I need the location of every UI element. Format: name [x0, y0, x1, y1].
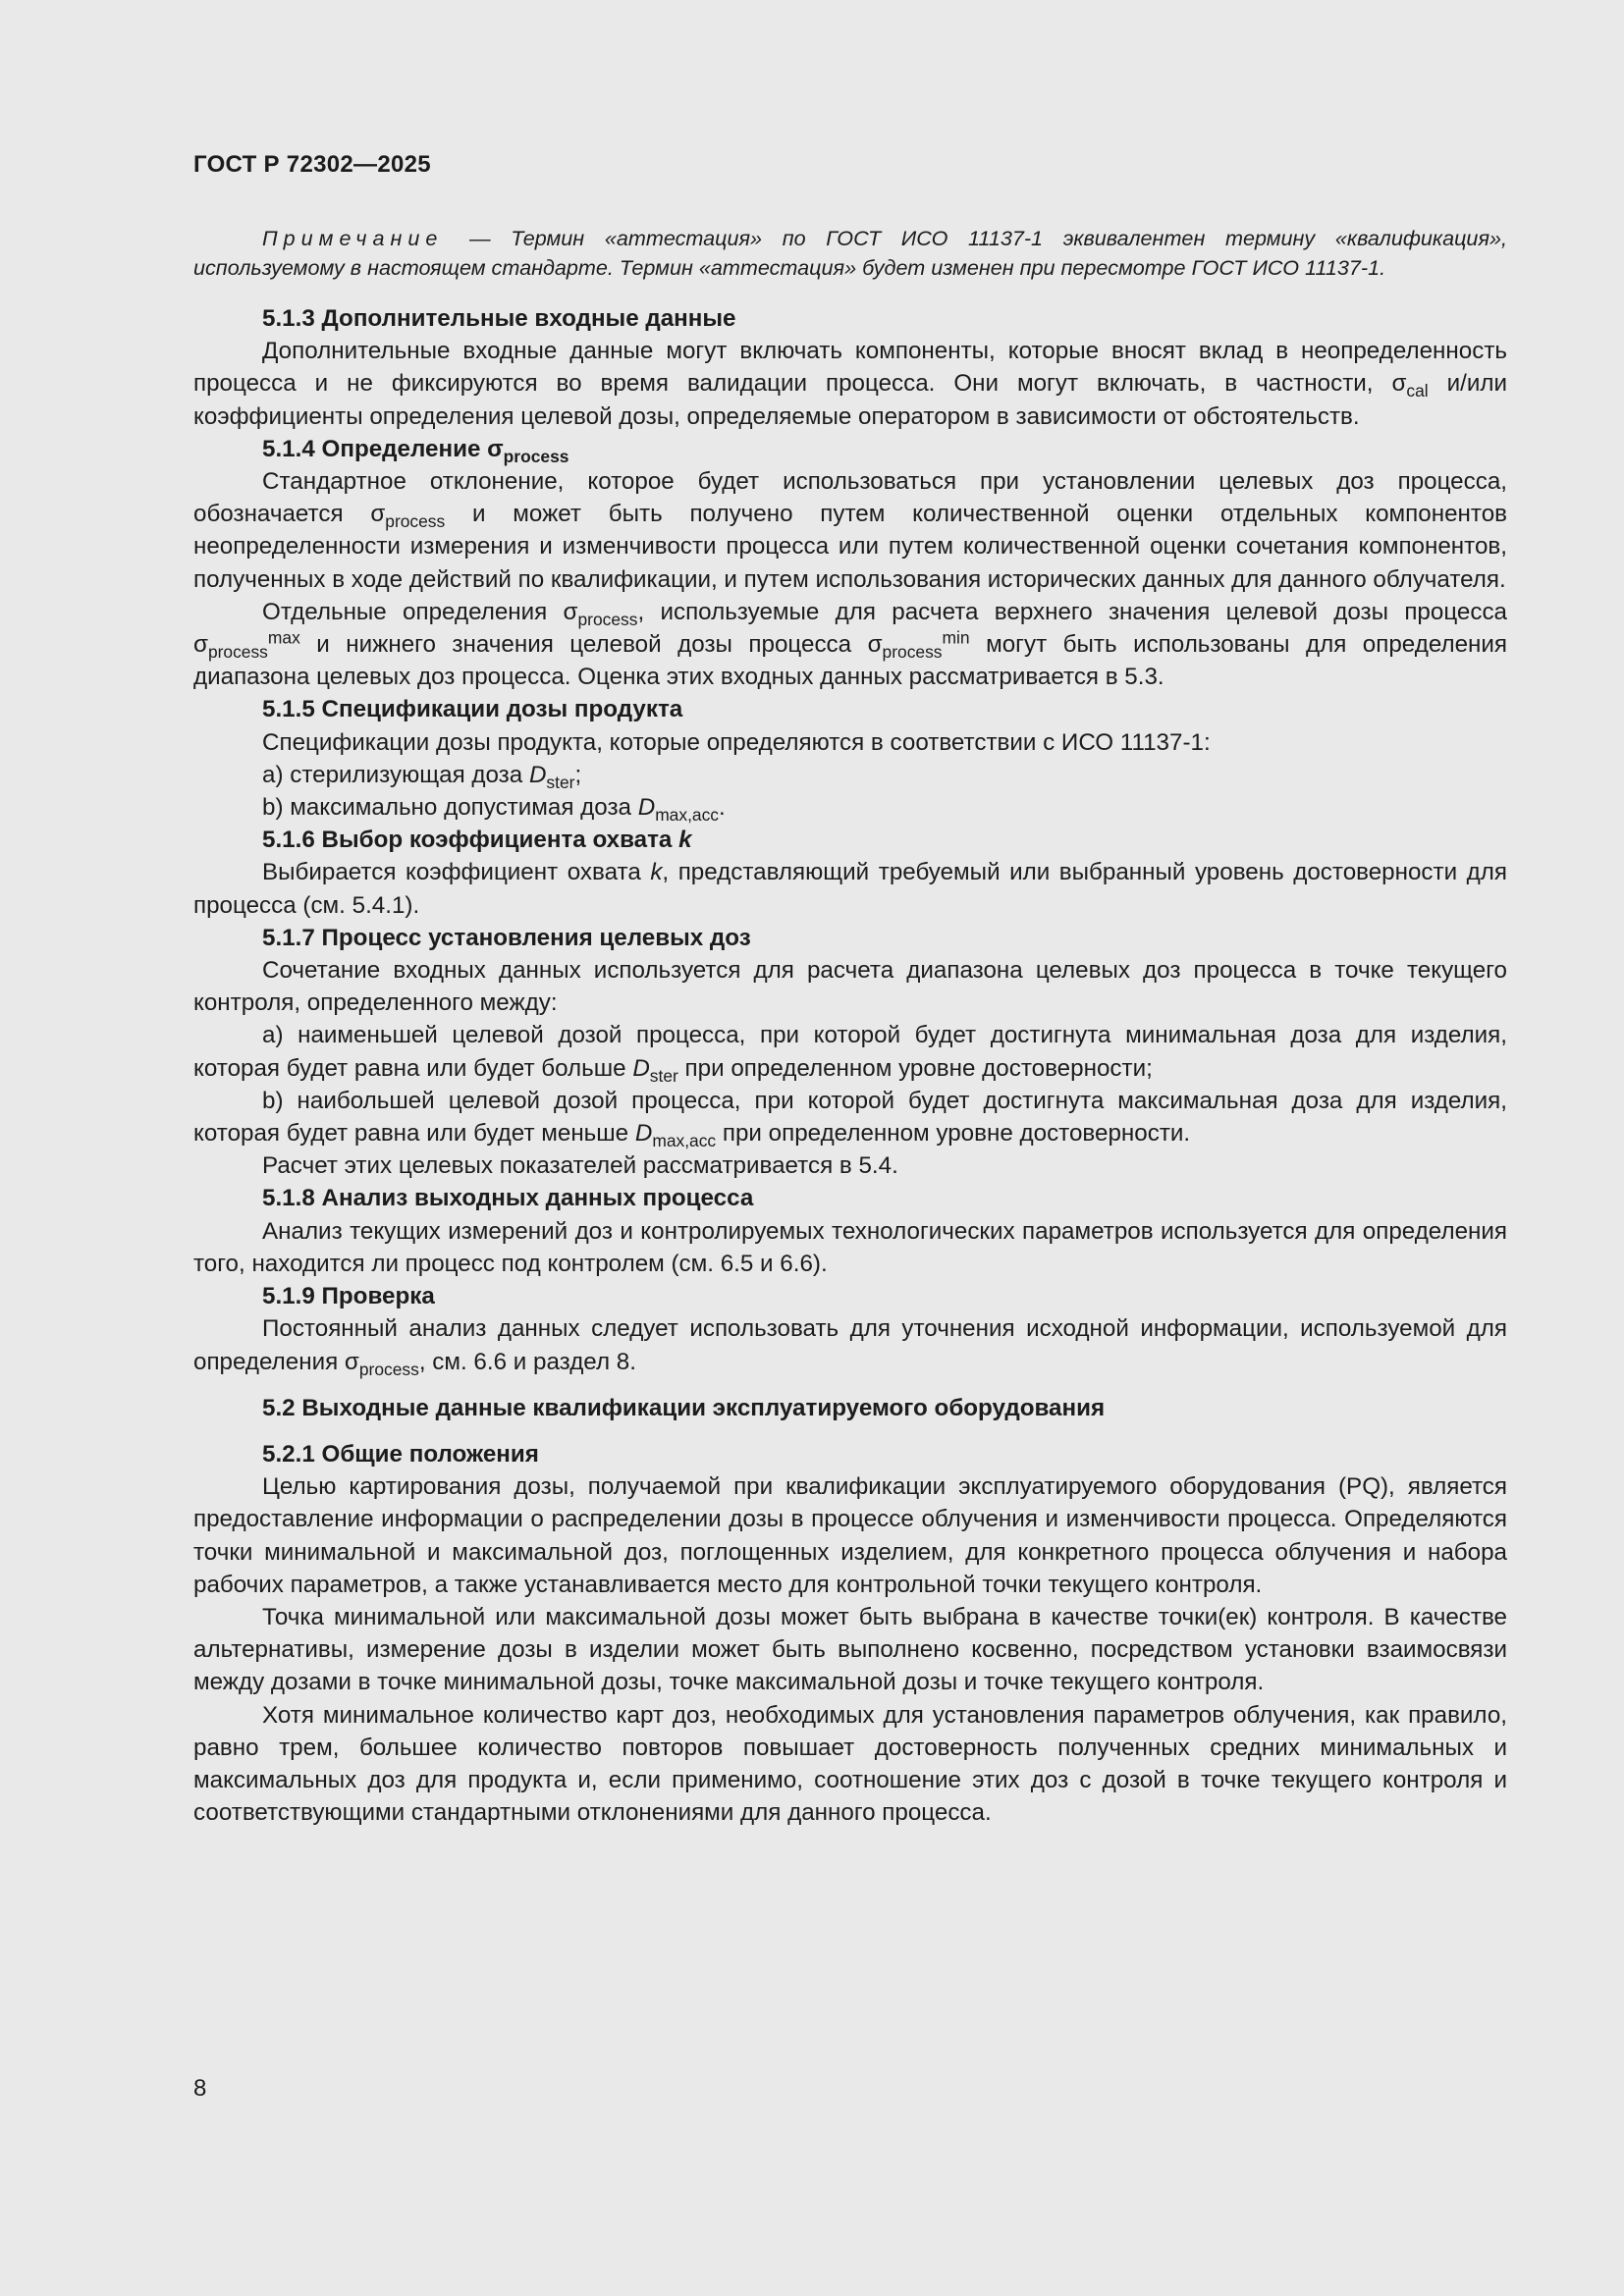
section-5-2-1-title: 5.2.1 Общие положения: [262, 1440, 539, 1468]
text-run: Отдельные определения σ: [262, 598, 578, 625]
subscript: max,acc: [655, 805, 719, 826]
note-text: — Термин «аттестация» по ГОСТ ИСО 11137-1 эквивалентен термину «квалификация», используемому в настоящем стандарте. Термин «аттестация» будет изменен при пересмотре ГОСТ ИСО 11137-1.: [193, 226, 1507, 280]
text-run: b) максимально допустимая доза: [262, 794, 638, 822]
section-5-1-4-paragraph-2: [193, 596, 1507, 694]
list-item-a: [193, 759, 1507, 791]
section-5-1-6-paragraph: [193, 856, 1507, 921]
section-5-1-8-title: 5.1.8 Анализ выходных данных процесса: [262, 1185, 754, 1212]
subscript: max,acc: [652, 1131, 717, 1151]
variable: D: [528, 761, 547, 788]
text-run: a) наименьшей целевой дозой процесса, при которой будет достигнута минимальная доза для изделия, которая будет равна или будет больше: [193, 1022, 1507, 1082]
variable: D: [634, 1120, 653, 1148]
page-content: [193, 224, 1507, 1829]
variable: k: [678, 827, 692, 854]
text-run: при определенном уровне достоверности.: [716, 1120, 1191, 1148]
section-5-1-5-title: 5.1.5 Спецификации дозы продукта: [262, 696, 683, 723]
section-5-2-1-paragraph-2: Точка минимальной или максимальной дозы может быть выбрана в качестве точки(ек) контроля. В качестве альтернативы, измерение дозы в изделии может быть выполнено косвенно, посредством установки взаимосвязи между дозами в точке минимальной дозы, точке максимальной дозы и точке текущего контроля.: [193, 1603, 1507, 1696]
section-5-2-1-paragraph-1: Целью картирования дозы, получаемой при квалификации эксплуатируемого оборудования (PQ), является предоставление информации о распределении дозы в процессе облучения и изменчивости процесса. Определяются точки минимальной и максимальной доз, поглощенных изделием, для конкретного процесса облучения и набора рабочих параметров, а также устанавливается место для контрольной точки текущего контроля.: [193, 1473, 1507, 1598]
section-5-1-5-paragraph: Спецификации дозы продукта, которые определяются в соответствии с ИСО 11137-1:: [262, 728, 1211, 756]
section-5-1-6-title: [193, 824, 1507, 856]
subscript: process: [577, 609, 638, 629]
text-run: Постоянный анализ данных следует использовать для уточнения исходной информации, используемой для определения σ: [193, 1315, 1507, 1375]
text-run: b) наибольшей целевой дозой процесса, при которой будет достигнута максимальная доза для изделия, которая будет равна или будет меньше: [193, 1087, 1507, 1148]
text-run: Стандартное отклонение, которое будет использоваться при установлении целевых доз процесса, обозначается σ: [193, 468, 1507, 528]
section-5-1-4-paragraph-1: [193, 465, 1507, 596]
section-5-1-8-paragraph: Анализ текущих измерений доз и контролируемых технологических параметров используется для определения того, находится ли процесс под контролем (см. 6.5 и 6.6).: [193, 1217, 1507, 1277]
list-item-b: [193, 1085, 1507, 1149]
note-paragraph: [193, 224, 1507, 283]
text-run: 5.1.6 Выбор коэффициента охвата: [262, 827, 679, 854]
subscript: ster: [546, 772, 575, 792]
text-run: при определенном уровне достоверности;: [677, 1054, 1153, 1082]
section-5-1-3-paragraph: [193, 335, 1507, 433]
text-run: .: [719, 794, 726, 822]
section-5-1-9-title: 5.1.9 Проверка: [262, 1283, 435, 1310]
subscript: cal: [1406, 381, 1429, 401]
note-label: Примечание: [262, 226, 444, 250]
subscript: process: [207, 642, 268, 663]
variable: k: [650, 859, 663, 886]
text-run: и нижнего значения целевой дозы процесса σ: [299, 631, 883, 659]
text-run: могут быть использованы для определения диапазона целевых доз процесса. Оценка этих входных данных рассматривается в 5.3.: [193, 631, 1508, 691]
section-5-2-title: 5.2 Выходные данные квалификации эксплуатируемого оборудования: [262, 1394, 1106, 1421]
document-id-header: ГОСТ Р 72302—2025: [193, 151, 431, 178]
text-run: , представляющий требуемый или выбранный уровень достоверности для процесса (см. 5.4.1).: [193, 859, 1507, 919]
section-5-1-7-paragraph-2: Расчет этих целевых показателей рассматривается в 5.4.: [262, 1152, 898, 1180]
section-5-1-9-paragraph: [193, 1312, 1507, 1377]
variable: D: [632, 1054, 650, 1082]
text-run: , см. 6.6 и раздел 8.: [418, 1348, 636, 1375]
subscript: process: [503, 446, 569, 466]
text-run: , используемые для расчета верхнего значения целевой дозы процесса σ: [193, 598, 1507, 659]
list-item-b: [193, 791, 1507, 824]
text-run: и может быть получено путем количественной оценки отдельных компонентов неопределенности измерения и изменчивости процесса или путем количественной оценки сочетания компонентов, полученных в ходе действий по квалификации, и путем использования исторических данных для данного облучателя.: [193, 501, 1508, 593]
subscript: process: [358, 1359, 419, 1379]
text-run: Выбирается коэффициент охвата: [262, 859, 651, 886]
superscript: max: [267, 627, 300, 648]
text-run: 5.1.4 Определение σ: [262, 435, 504, 462]
section-5-1-7-title: 5.1.7 Процесс установления целевых доз: [262, 924, 751, 951]
page-number: 8: [193, 2075, 207, 2102]
section-5-1-7-paragraph-1: Сочетание входных данных используется для расчета диапазона целевых доз процесса в точке текущего контроля, определенного между:: [193, 957, 1507, 1017]
text-run: ;: [574, 761, 582, 788]
text-run: Дополнительные входные данные могут включать компоненты, которые вносят вклад в неопределенность процесса и не фиксируются во время валидации процесса. Они могут включать, в частности, σ: [193, 338, 1507, 398]
subscript: process: [882, 642, 943, 663]
superscript: min: [942, 627, 970, 648]
variable: D: [637, 794, 656, 822]
section-5-2-1-paragraph-3: Хотя минимальное количество карт доз, необходимых для установления параметров облучения, как правило, равно трем, большее количество повторов повышает достоверность полученных средних минимальных и максимальных доз для продукта и, если применимо, соотношение этих доз с дозой в точке текущего контроля и соответствующими стандартными отклонениями для данного процесса.: [193, 1701, 1507, 1827]
subscript: ster: [649, 1065, 678, 1086]
text-run: и/или коэффициенты определения целевой дозы, определяемые оператором в зависимости от обстоятельств.: [193, 370, 1507, 430]
text-run: a) стерилизующая доза: [262, 761, 529, 788]
section-5-1-3-title: 5.1.3 Дополнительные входные данные: [262, 305, 736, 332]
subscript: process: [385, 511, 446, 532]
list-item-a: [193, 1019, 1507, 1084]
section-5-1-4-title: [193, 433, 1507, 465]
